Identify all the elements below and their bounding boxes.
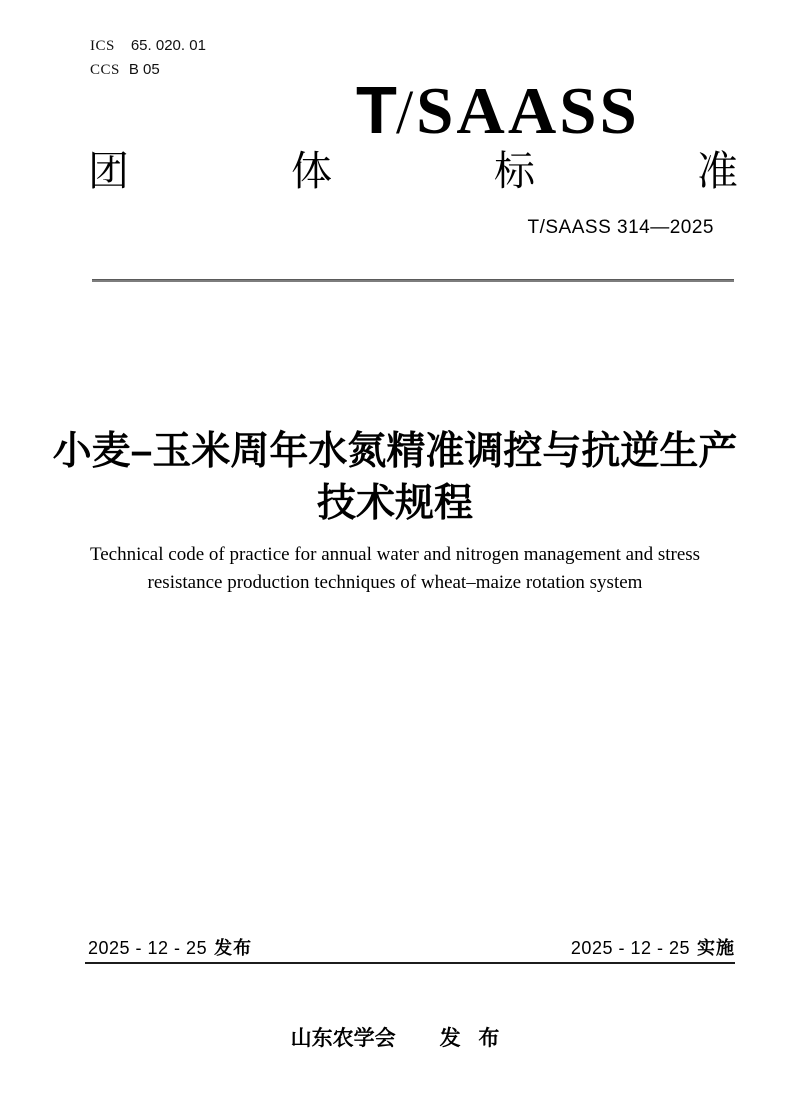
document-title-english xyxy=(0,541,790,597)
title-en-line2: resistance production techniques of wheat–maize rotation system xyxy=(147,572,643,593)
standard-type-char-4: 准 xyxy=(697,148,738,194)
ics-value: 65. 020. 01 xyxy=(130,37,206,54)
issue-date-block xyxy=(88,936,252,960)
dates-row xyxy=(88,936,735,960)
publisher-name: 山东农学会 xyxy=(290,1027,396,1050)
implement-label: 实施 xyxy=(697,938,735,958)
publish-action-label: 发 布 xyxy=(439,1027,500,1050)
ics-code-row xyxy=(90,34,206,58)
standard-type-char-3: 标 xyxy=(494,148,535,194)
standard-type-char-1: 团 xyxy=(88,148,129,194)
tsaass-logo xyxy=(356,73,640,148)
header-divider-line xyxy=(92,279,734,282)
title-zh-line2: 技术规程 xyxy=(316,482,473,525)
document-title-chinese xyxy=(0,426,790,530)
logo-letter-t: T xyxy=(356,73,395,148)
logo-slash: / xyxy=(395,79,414,147)
standard-type-row xyxy=(88,149,738,193)
footer-divider-line xyxy=(85,962,735,964)
ics-label: ICS xyxy=(90,38,115,54)
ccs-value: B 05 xyxy=(128,61,160,78)
classification-codes xyxy=(90,34,206,82)
issue-date: 2025 - 12 - 25 xyxy=(88,938,208,958)
implement-date: 2025 - 12 - 25 xyxy=(570,938,690,958)
implement-date-block xyxy=(571,936,735,960)
ccs-code-row xyxy=(90,58,206,82)
issue-label: 发布 xyxy=(214,938,253,958)
standard-number: T/SAASS 314—2025 xyxy=(527,217,714,238)
standard-type-char-2: 体 xyxy=(291,148,332,194)
logo-saass: SAASS xyxy=(416,74,640,148)
ccs-label: CCS xyxy=(90,62,120,78)
title-en-line1: Technical code of practice for annual water and nitrogen management and stress xyxy=(89,544,701,565)
title-zh-line1: 小麦–玉米周年水氮精准调控与抗逆生产 xyxy=(52,430,738,473)
publisher-row xyxy=(0,1025,790,1053)
